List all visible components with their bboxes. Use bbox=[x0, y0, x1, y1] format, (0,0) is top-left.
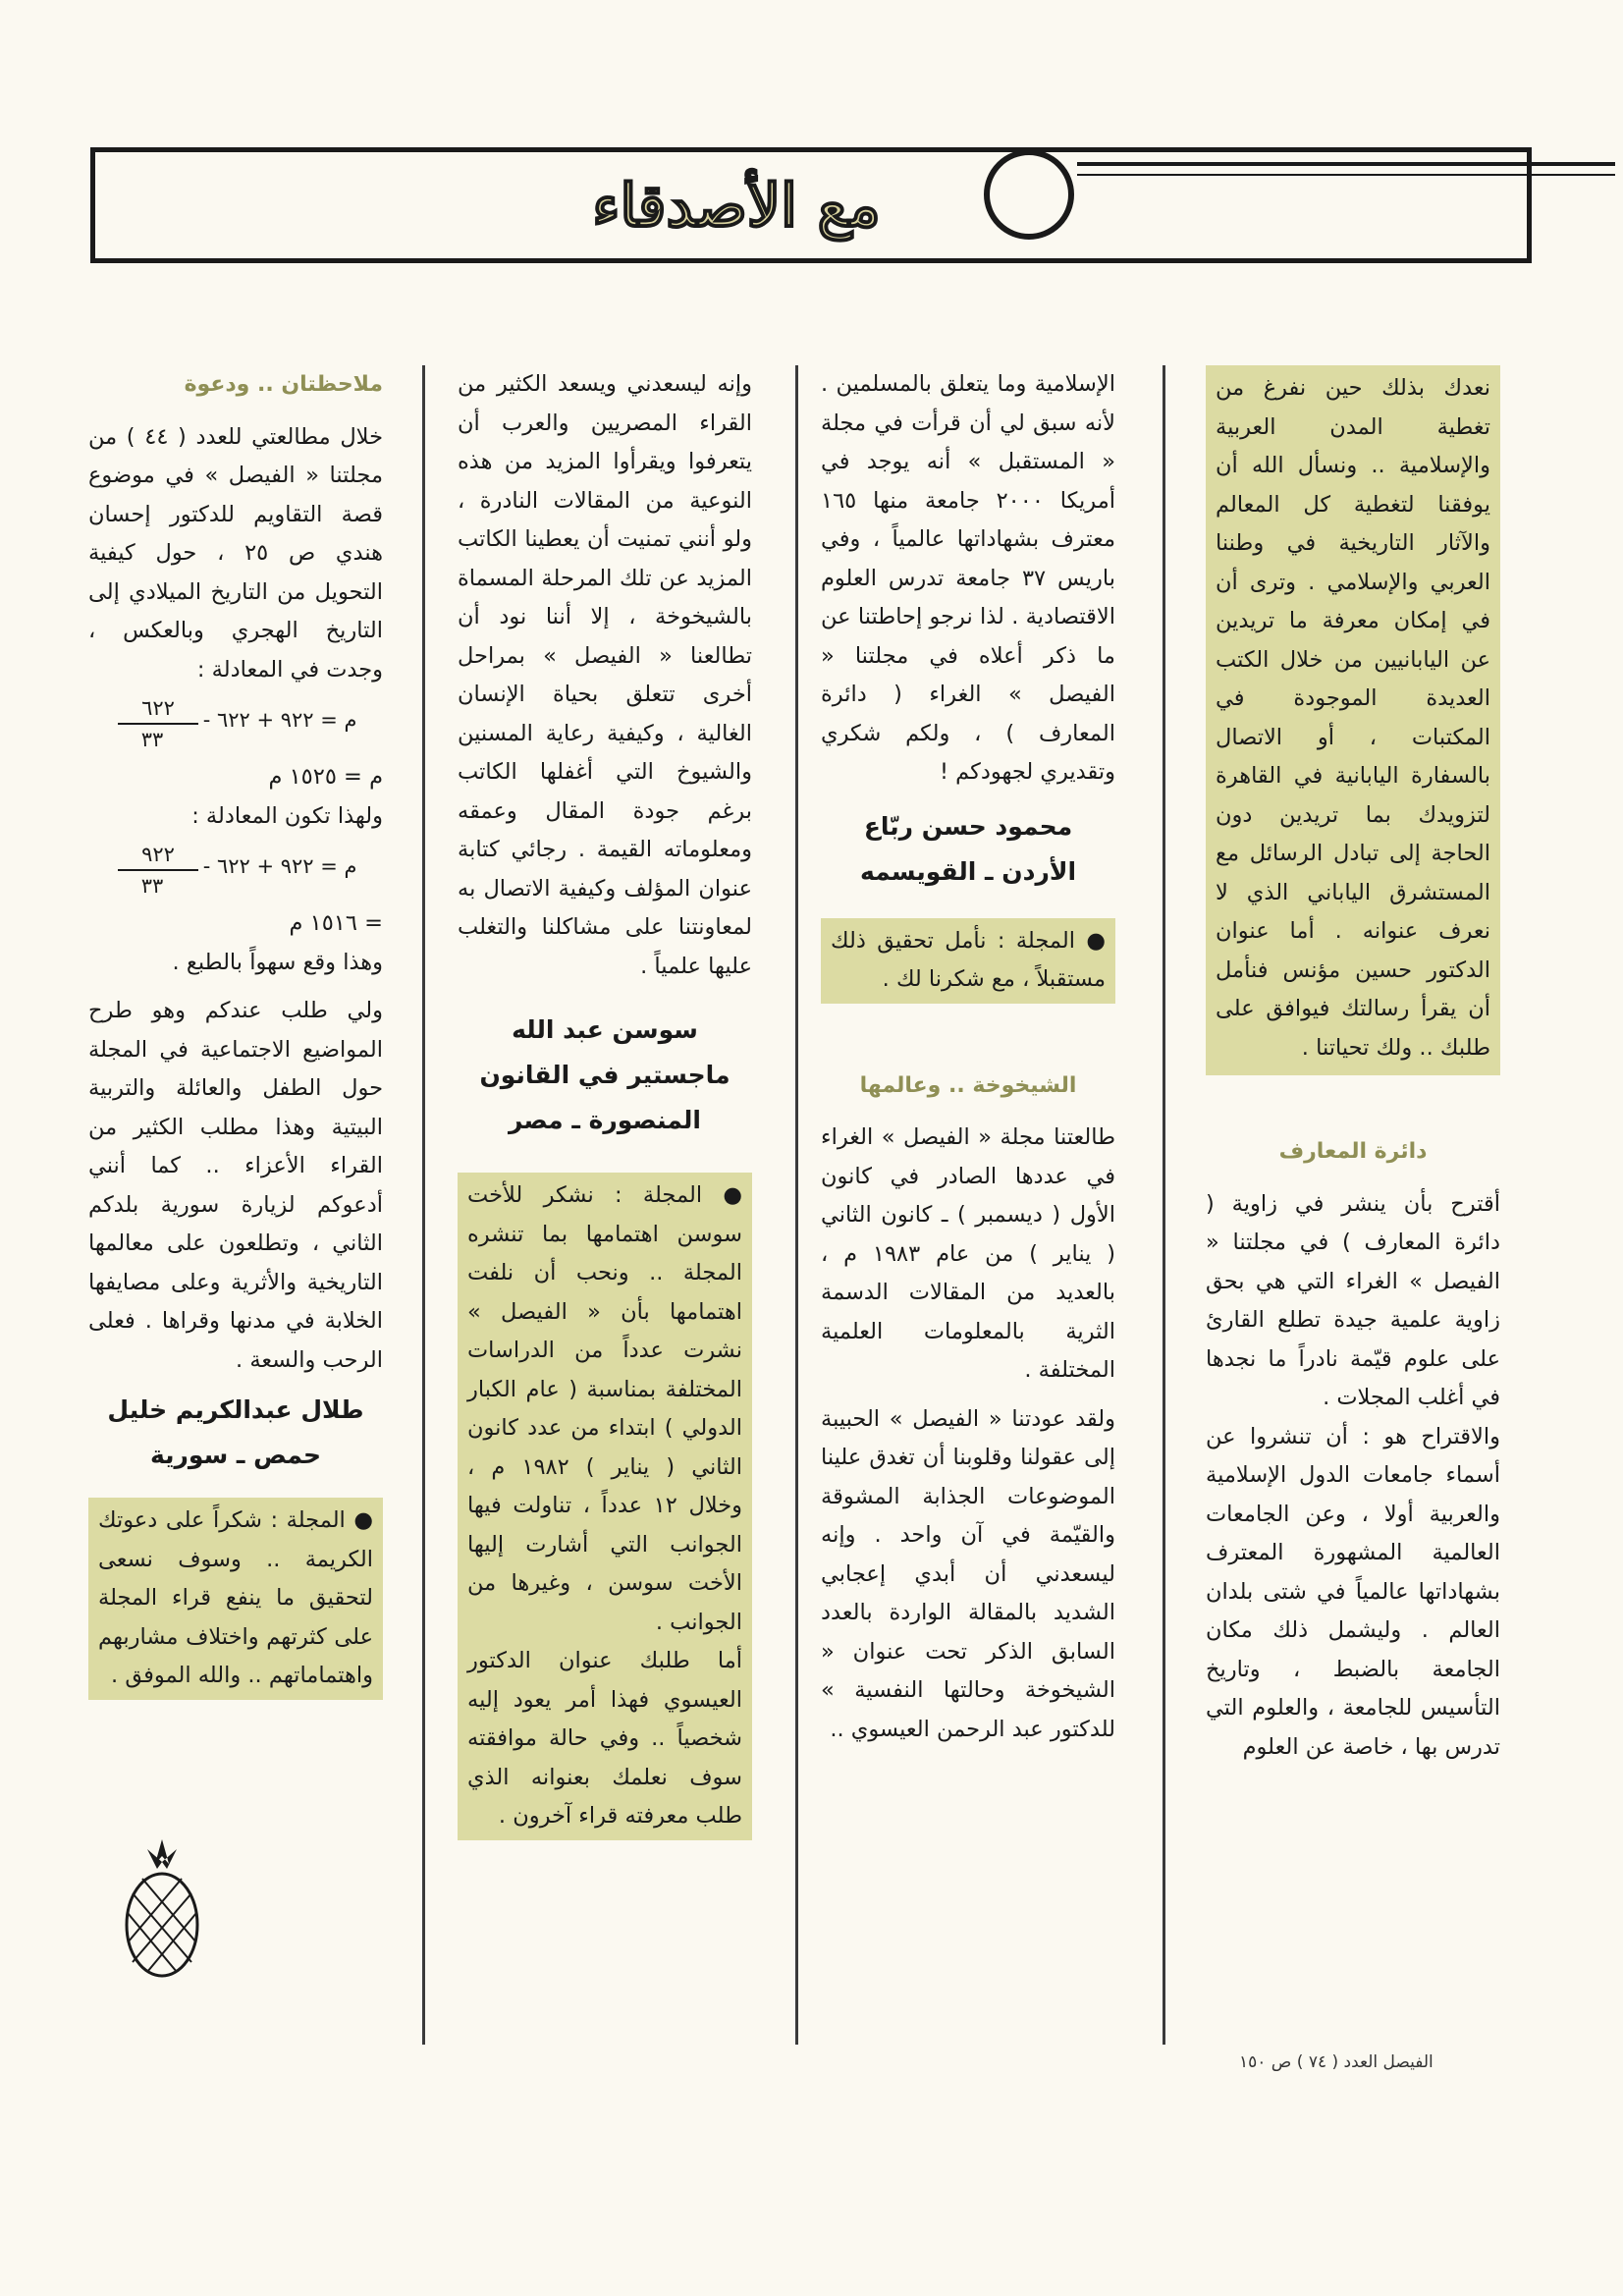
letter-paragraph: والاقتراح هو : أن تنشروا عن أسماء جامعات الدول الإسلامية والعربية أولا ، وعن الجامعات العالمية المشهورة المعترف بشهاداتها عالمياً في شتى بلدان العالم . وليشمل ذلك مكان الجامعة بالضبط ، وتاريخ التأسيس للجامعة ، والعلوم التي تدرس بها ، خاصة عن العلوم bbox=[1206, 1423, 1500, 1760]
signature-place: حمص ـ سورية bbox=[149, 1441, 322, 1469]
column-2 bbox=[821, 365, 1115, 1749]
page-title: مع الأصدقاء bbox=[592, 172, 881, 241]
signature-name: محمود حسن ربّاع bbox=[863, 811, 1073, 841]
pineapple-ornament-icon bbox=[118, 1834, 206, 1982]
banner-rule-thin bbox=[1077, 174, 1615, 176]
letter-paragraph: خلال مطالعتي للعدد ( ٤٤ ) من مجلتنا « الفيصل » في موضوع قصة التقاويم للدكتور إحسان هندي ص ٢٥ ، حول كيفية التحويل من التاريخ الميلادي إلى التاريخ الهجري وبالعكس ، وجدت في المعادلة : bbox=[88, 423, 383, 683]
equation-result: = ١٥١٦ م bbox=[289, 910, 383, 936]
letter-paragraph: طالعتنا مجلة « الفيصل » الغراء في عددها الصادر في كانون الأول ( ديسمبر ) ـ كانون الثاني ( يناير ) من عام ١٩٨٣ م ، بالعديد من المقالات الدسمة الثرية بالمعلومات العلمية المختلفة . bbox=[821, 1124, 1115, 1383]
banner-circle-ornament bbox=[984, 149, 1074, 240]
equation-1 bbox=[88, 693, 383, 754]
reply-box: ● المجلة : نأمل تحقيق ذلك مستقبلاً ، مع شكرنا لك . bbox=[821, 918, 1115, 1004]
signature-name: سوسن عبد الله bbox=[512, 1015, 698, 1044]
section-heading: ملاحظتان .. ودعوة bbox=[184, 372, 383, 397]
fraction-denominator: ٣٣ bbox=[140, 874, 164, 898]
reply-box: نعدك بذلك حين نفرغ من تغطية المدن العربية والإسلامية .. ونسأل الله أن يوفقنا لتغطية كل المعالم والآثار التاريخية في وطننا العربي والإسلامي . وترى أن في إمكان معرفة ما تريدين عن اليابانيين من خلال الكتب العديدة الموجودة في المكتبات ، أو الاتصال بالسفارة اليابانية في القاهرة لتزويدك بما تريدين دون الحاجة إلى تبادل الرسائل مع المستشرق الياباني الذي لا نعرف عنوانه . أما عنوان الدكتور حسين مؤنس فنأمل أن يقرأ رسالتك فيوافق على طلبك .. ولك تحياتنا . bbox=[1206, 365, 1500, 1075]
column-separator bbox=[1163, 365, 1165, 2045]
letter-paragraph: وإنه ليسعدني ويسعد الكثير من القراء المصريين والعرب أن يتعرفوا ويقرأوا المزيد من هذه النوعية من المقالات النادرة ، ولو أنني تمنيت أن يعطينا الكاتب المزيد عن تلك المرحلة المسماة بالشيخوخة ، إلا أننا نود أن تطالعنا « الفيصل » بمراحل أخرى تتعلق بحياة الإنسان الغالية ، وكيفية رعاية المسنين والشيوخ التي أغفلها الكاتب برغم جودة المقال وعمقه ومعلوماته القيمة . رجائي كتابة عنوان المؤلف وكيفية الاتصال به لمعاونتنا على مشاكلنا والتغلب عليها علمياً . bbox=[458, 371, 752, 979]
column-separator bbox=[422, 365, 425, 2045]
column-separator bbox=[795, 365, 798, 2045]
equation-2 bbox=[88, 840, 383, 901]
letter-paragraph: أقترح بأن ينشر في زاوية ( دائرة المعارف ) في مجلتنا « الفيصل » الغراء التي هي بحق زاوية علمية جيدة تطلع القارئ على علوم قيّمة نادراً ما نجدها في أغلب المجلات . bbox=[1206, 1190, 1500, 1410]
text-line: وهذا وقع سهواً بالطبع . bbox=[172, 949, 383, 975]
signature-place: المنصورة ـ مصر bbox=[509, 1106, 701, 1134]
letter-paragraph: الإسلامية وما يتعلق بالمسلمين . لأنه سبق لي أن قرأت في مجلة « المستقبل » أنه يوجد في أمريكا ٢٠٠٠ جامعة منها ١٦٥ معترف بشهاداتها عالمياً ، وفي باريس ٣٧ جامعة تدرس العلوم الاقتصادية . لذا نرجو إحاطتنا عن ما ذكر أعلاه في مجلتنا « الفيصل » الغراء ( دائرة المعارف ) ، ولكم شكري وتقديري لجهودكم ! bbox=[821, 371, 1115, 785]
signature-title: ماجستير في القانون bbox=[479, 1061, 730, 1089]
column-4 bbox=[88, 365, 383, 1700]
fraction-numerator: ٩٢٢ bbox=[118, 840, 198, 871]
fraction-numerator: ٦٢٢ bbox=[118, 693, 198, 725]
column-3 bbox=[458, 365, 752, 1840]
equation-expression: م = ٩٢٢ + ٦٢٢ - bbox=[202, 854, 357, 878]
column-1 bbox=[1206, 365, 1500, 1767]
banner-rule bbox=[1077, 162, 1615, 166]
equation-expression: م = ٩٢٢ + ٦٢٢ - bbox=[202, 708, 357, 732]
equation-result: م = ١٥٢٥ م bbox=[268, 764, 383, 790]
signature-name: طلال عبدالكريم خليل bbox=[107, 1395, 364, 1424]
text-line: ولهذا تكون المعادلة : bbox=[191, 802, 383, 829]
fraction-denominator: ٣٣ bbox=[140, 728, 164, 751]
reply-paragraph: أما طلبك عنوان الدكتور العيسوي فهذا أمر يعود إليه شخصياً .. وفي حالة موافقته سوف نعلمك بعنوانه الذي طلب معرفته قراء آخرون . bbox=[467, 1648, 742, 1829]
reply-paragraph: ● المجلة : نشكر للأخت سوسن اهتمامها بما تنشره المجلة .. ونحب أن نلفت اهتمامها بأن « الفيصل » نشرت عدداً من الدراسات المختلفة بمناسبة ( عام الكبار الدولي ) ابتداء من عدد كانون الثاني ( يناير ) ١٩٨٢ م ، وخلال ١٢ عدداً ، تناولت فيها الجوانب التي أشارت إليها الأخت سوسن ، وغيرها من الجوانب . bbox=[467, 1182, 742, 1635]
section-heading: دائرة المعارف bbox=[1278, 1139, 1428, 1164]
page-folio: الفيصل العدد ( ٧٤ ) ص ١٥٠ bbox=[1239, 2052, 1434, 2072]
signature-place: الأردن ـ القويسمه bbox=[859, 856, 1077, 886]
section-heading: الشيخوخة .. وعالمها bbox=[859, 1072, 1077, 1098]
letter-paragraph: ولي طلب عندكم وهو طرح المواضيع الاجتماعية في المجلة حول الطفل والعائلة والتربية البيتية وهذا مطلب الكثير من القراء الأعزاء .. كما أنني أدعوكم لزيارة سورية بلدكم الثاني ، وتطلعون على معالمها التاريخية والأثرية وعلى مصايفها الخلابة في مدنها وقراها . فعلى الرحب والسعة . bbox=[88, 998, 383, 1373]
reply-box bbox=[458, 1173, 752, 1840]
letter-paragraph: ولقد عودتنا « الفيصل » الحبيبة إلى عقولنا وقلوبنا أن تغدق علينا الموضوعات الجذابة المشوقة والقيّمة في آن واحد . وإنه ليسعدني أن أبدي إعجابي الشديد بالمقالة الواردة بالعدد السابق الذكر تحت عنوان « الشيخوخة وحالتها النفسية » للدكتور عبد الرحمن العيسوي .. bbox=[821, 1405, 1115, 1742]
reply-box: ● المجلة : شكراً على دعوتك الكريمة .. وسوف نسعى لتحقيق ما ينفع قراء المجلة على كثرتهم واختلاف مشاربهم واهتماماتهم .. والله الموفق . bbox=[88, 1498, 383, 1700]
